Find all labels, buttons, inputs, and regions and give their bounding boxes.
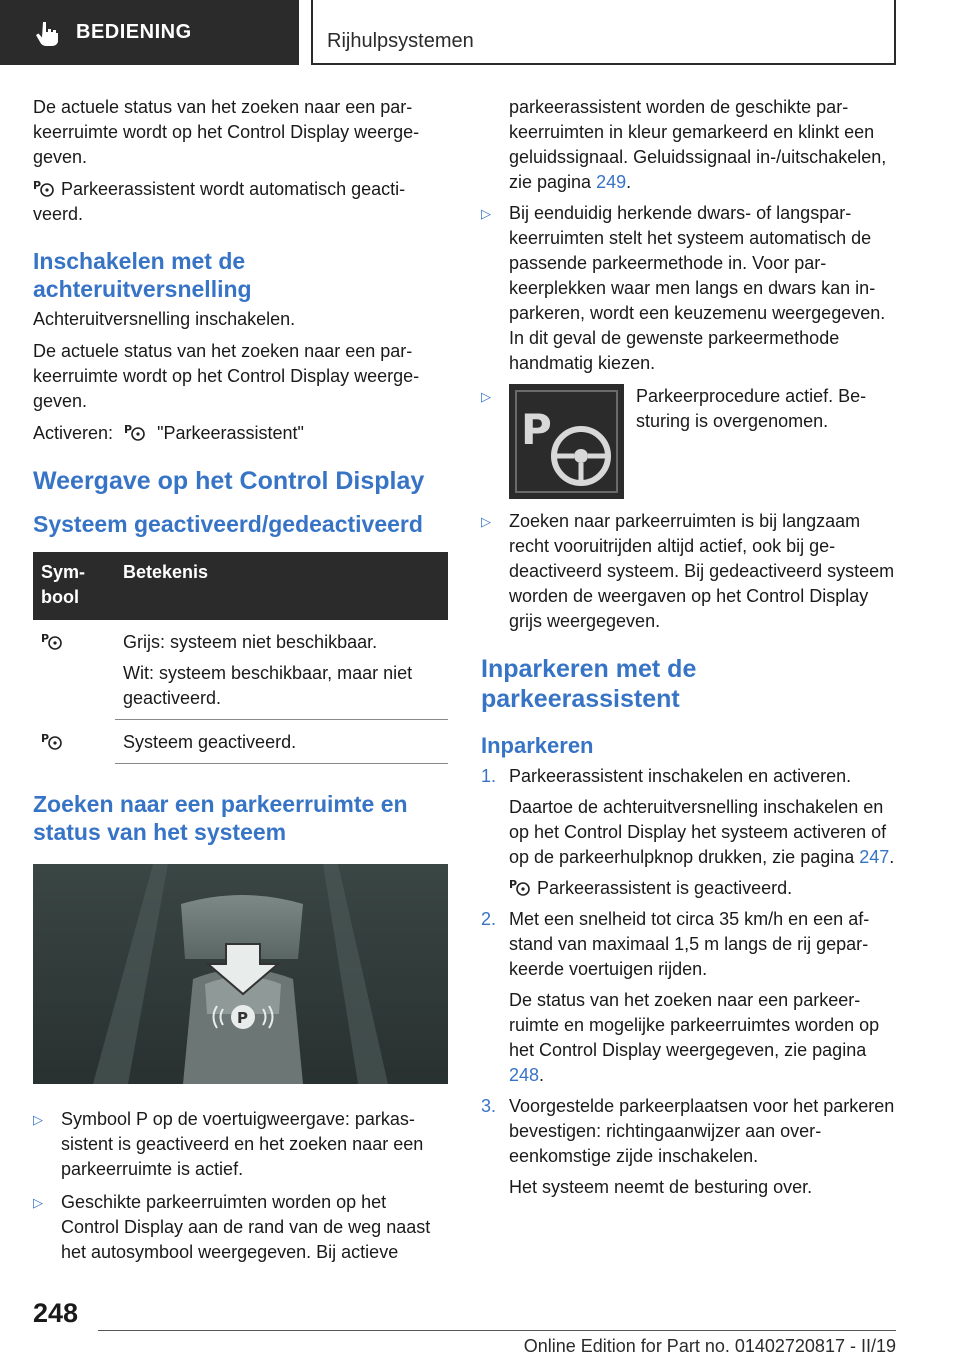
paragraph: P Parkeerassistent wordt automatisch geactiveerd. bbox=[33, 179, 406, 224]
paragraph: Het systeem neemt de besturing over. bbox=[509, 1177, 813, 1197]
edition-note: Online Edition for Part no. 01402720817 - II/19 bbox=[523, 1336, 896, 1356]
table-cell-text: Grijs: systeem niet beschikbaar. bbox=[123, 632, 378, 652]
page-link[interactable]: 247 bbox=[859, 847, 890, 867]
step-number: 2. bbox=[481, 909, 497, 929]
page-link[interactable]: 248 bbox=[509, 1065, 540, 1085]
parking-assistant-icon bbox=[41, 631, 63, 651]
step-item: 3. Voorgestelde parkeerplaatsen voor het parkeren bevestigen: richtingaanwijzer aan overeenkomstige zijde inschakelen. bbox=[481, 1094, 896, 1169]
heading-control-display: Weergave op het Control Display bbox=[33, 467, 425, 495]
svg-text:P: P bbox=[124, 423, 133, 436]
triangle-bullet-icon: ▷ bbox=[33, 1195, 43, 1210]
table-cell-text: Wit: systeem beschikbaar, maar niet geactiveerd. bbox=[123, 663, 413, 708]
parking-assistant-active-icon bbox=[509, 877, 531, 897]
list-item: ▷ Geschikte parkeerruimten worden op het Control Display aan de rand van de weg naast het autosymbool weergegeven. Bij actieve bbox=[33, 1190, 448, 1265]
heading-search-status: Zoeken naar een parkeerruimte en status van het systeem bbox=[33, 791, 408, 845]
table-row bbox=[33, 720, 448, 764]
paragraph: De actuele status van het zoeken naar een parkeerruimte wordt op het Control Display weergegeven. bbox=[33, 97, 420, 167]
list-item: ▷ Symbool P op de voertuigweergave: parkassistent is geactiveerd en het zoeken naar een parkeerruimte is actief. bbox=[33, 1107, 448, 1182]
list-item: ▷ Zoeken naar parkeerruimten is bij langzaam recht vooruitrijden altijd actief, ook bij gedeactiveerd systeem. Bij gedeactiveerd systeem worden de weergaven op het Control Display grijs weergegeven. bbox=[481, 509, 896, 634]
hand-pointer-icon bbox=[34, 19, 62, 47]
heading-system-status: Systeem geactiveerd/gedeactiveerd bbox=[33, 511, 423, 537]
left-column bbox=[33, 95, 448, 1273]
parking-assistant-icon bbox=[124, 422, 146, 442]
list-item: ▷ Bij eenduidig herkende dwars- of langsparkeerruimten stelt het systeem automatisch de passende parkeermethode in. Voor parkeerplekken waar men langs en dwars kan inparkeren, wordt een keuzemenu weergegeven. In dit geval de gewenste parkeermethode handmatig kiezen. bbox=[481, 201, 896, 376]
paragraph: De status van het zoeken naar een parkeerruimte en mogelijke parkeerruimtes worden op het Control Display weergegeven, zie pagina 248. bbox=[509, 990, 880, 1085]
footer-divider bbox=[98, 1330, 896, 1331]
parking-assistant-active-icon bbox=[41, 731, 63, 751]
svg-text:P: P bbox=[509, 878, 518, 891]
paragraph: Achteruitversnelling inschakelen. bbox=[33, 309, 296, 329]
section-tab bbox=[0, 0, 299, 65]
list-item: ▷ P Parkeerprocedure actief. Besturing is overgenomen. bbox=[481, 384, 896, 499]
symbol-table bbox=[33, 552, 448, 764]
parking-assistant-icon bbox=[33, 178, 55, 198]
svg-text:P: P bbox=[41, 632, 50, 645]
triangle-bullet-icon: ▷ bbox=[481, 389, 491, 404]
svg-text:P: P bbox=[41, 731, 50, 745]
page-number: 248 bbox=[33, 1298, 79, 1328]
page-link[interactable]: 249 bbox=[596, 172, 627, 192]
triangle-bullet-icon: ▷ bbox=[481, 206, 491, 221]
control-display-photo bbox=[33, 864, 448, 1084]
svg-text:P: P bbox=[237, 1009, 248, 1027]
heading-parking: Inparkeren bbox=[481, 733, 594, 758]
chapter-header bbox=[311, 0, 896, 65]
step-number: 1. bbox=[481, 766, 497, 786]
table-cell-text: Systeem geactiveerd. bbox=[115, 720, 448, 764]
svg-text:P: P bbox=[33, 179, 42, 192]
heading-reverse-gear: Inschakelen met de achteruitversnelling bbox=[33, 248, 252, 302]
paragraph: parkeerassistent worden de geschikte parkeerruimten in kleur gemarkeerd en klinkt een geluidssignaal. Geluidssignaal in-/uitschakelen, zie pagina 249. bbox=[509, 97, 887, 192]
paragraph: Daartoe de achteruitversnelling inschakelen en op het Control Display het systeem activeren of op de parkeerhulpknop drukken, zie pagina 247. bbox=[509, 797, 895, 867]
step-item: 2. Met een snelheid tot circa 35 km/h en een afstand van maximaal 1,5 m langs de rij geparkeerde voertuigen rijden. bbox=[481, 907, 896, 982]
triangle-bullet-icon: ▷ bbox=[33, 1112, 43, 1127]
right-column bbox=[481, 95, 896, 1206]
svg-text:P: P bbox=[521, 405, 552, 454]
section-label: BEDIENING bbox=[76, 21, 192, 43]
table-header-symbol: Symbool bbox=[33, 552, 115, 620]
paragraph: De actuele status van het zoeken naar een parkeerruimte wordt op het Control Display weergegeven. bbox=[33, 341, 420, 411]
step-item: 1. Parkeerassistent inschakelen en activeren. bbox=[481, 764, 896, 789]
triangle-bullet-icon: ▷ bbox=[481, 514, 491, 529]
paragraph: Activeren: P "Parkeerassistent" bbox=[33, 423, 304, 443]
heading-park-assist: Inparkeren met de parkeerassistent bbox=[481, 655, 697, 713]
table-row bbox=[33, 620, 448, 720]
parking-procedure-active-icon bbox=[509, 384, 624, 499]
step-number: 3. bbox=[481, 1096, 497, 1116]
table-header-meaning: Betekenis bbox=[115, 552, 448, 620]
chapter-title: Rijhulpsystemen bbox=[327, 30, 474, 52]
paragraph: P Parkeerassistent is geactiveerd. bbox=[509, 878, 793, 898]
